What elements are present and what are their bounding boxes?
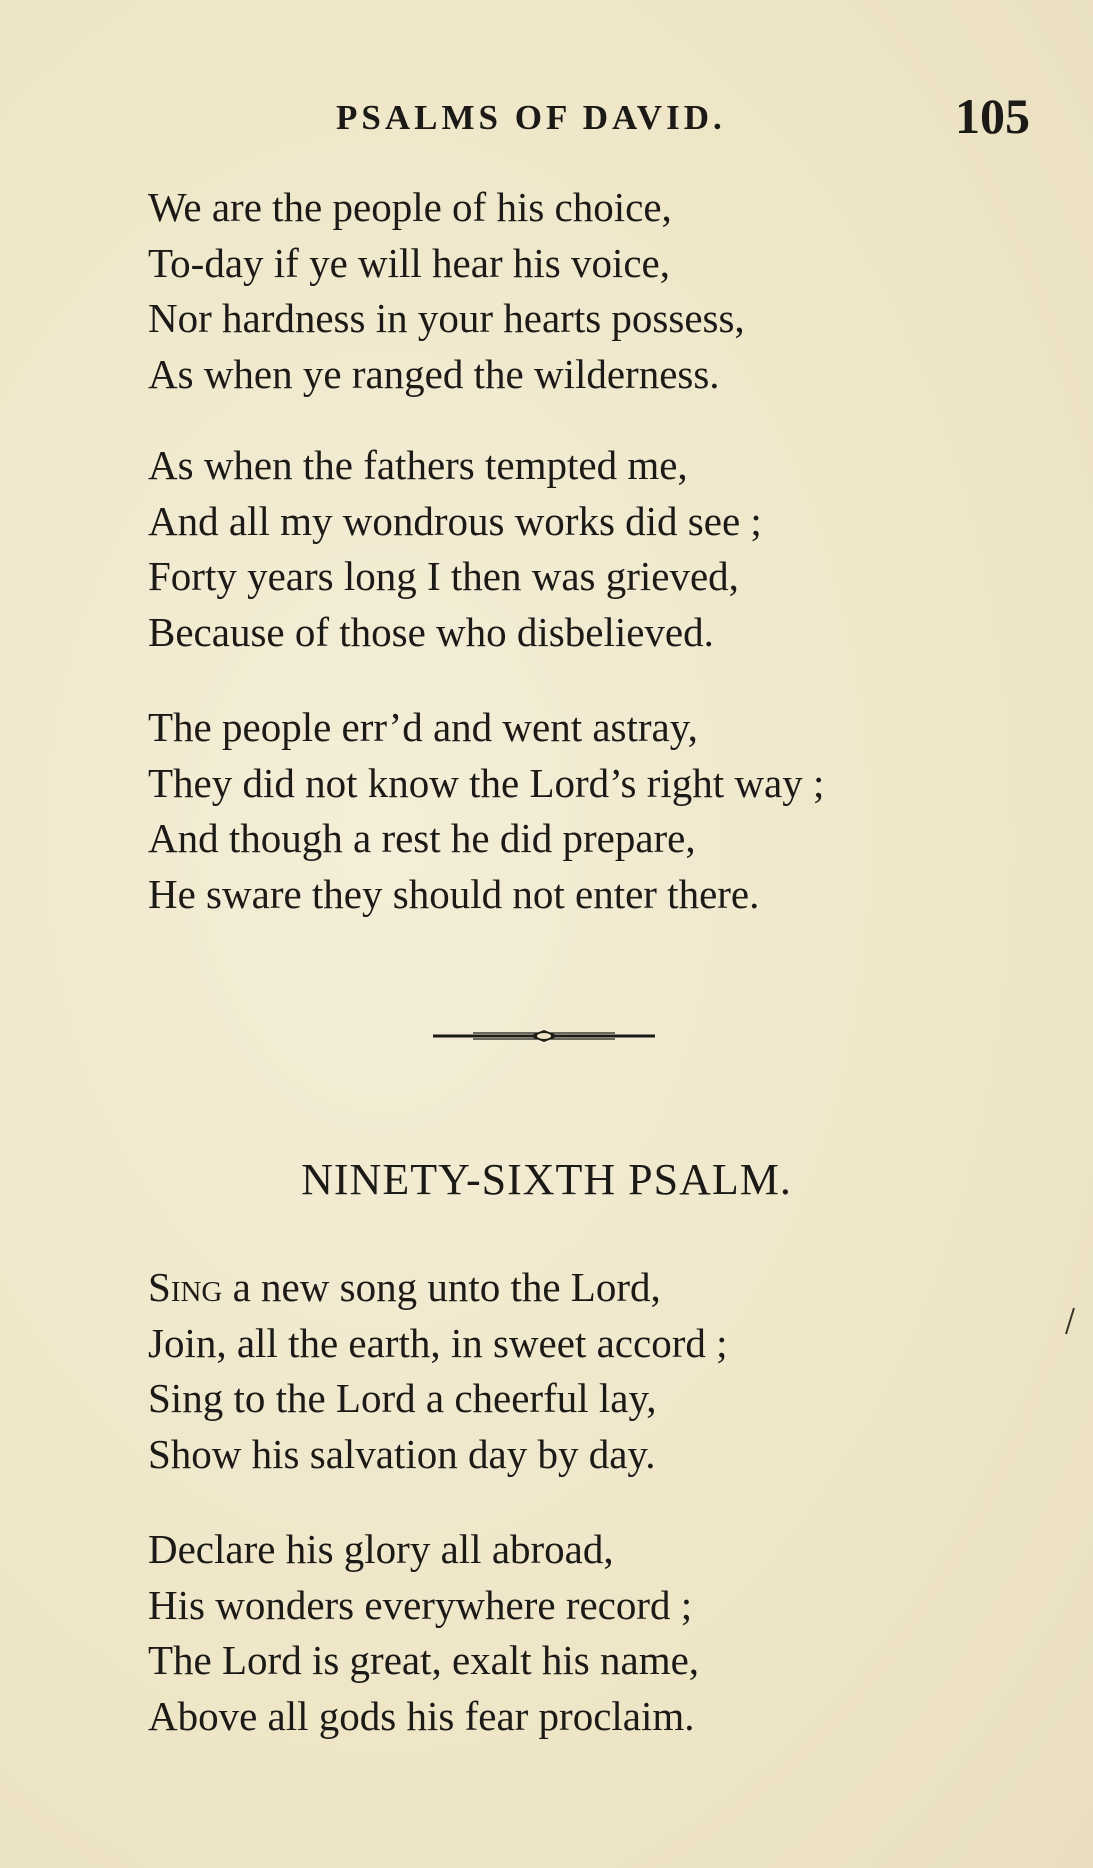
stanza-1 bbox=[148, 180, 745, 402]
verse-line: The Lord is great, exalt his name, bbox=[148, 1637, 700, 1683]
first-word-small-caps: ing bbox=[170, 1264, 223, 1310]
verse-line: As when the fathers tempted me, bbox=[148, 442, 688, 488]
verse-line: He sware they should not enter there. bbox=[148, 870, 760, 917]
psalm-stanza-1 bbox=[148, 1260, 728, 1482]
verse-line: His wonders everywhere record ; bbox=[148, 1581, 693, 1628]
verse-line: Declare his glory all abroad, bbox=[148, 1526, 614, 1572]
running-title: PSALMS OF DAVID. bbox=[336, 98, 726, 137]
verse-line: Show his salvation day by day. bbox=[148, 1430, 656, 1477]
verse-line: Sing to the Lord a cheerful lay, bbox=[148, 1375, 657, 1421]
first-line-rest: a new song unto the Lord, bbox=[222, 1264, 661, 1310]
verse-line: Because of those who disbelieved. bbox=[148, 608, 714, 655]
verse-line: As when ye ranged the wilderness. bbox=[148, 350, 720, 397]
verse-line: Above all gods his fear proclaim. bbox=[148, 1692, 695, 1739]
drop-capital: S bbox=[148, 1264, 171, 1310]
section-divider-ornament bbox=[433, 1027, 655, 1045]
verse-line: To-day if ye will hear his voice, bbox=[148, 239, 670, 286]
verse-line-first bbox=[148, 1260, 728, 1316]
pencil-mark-icon bbox=[1064, 1306, 1076, 1336]
stanza-2 bbox=[148, 438, 762, 660]
verse-line: The people err’d and went astray, bbox=[148, 704, 698, 750]
stanza-3 bbox=[148, 700, 824, 922]
verse-line: We are the people of his choice, bbox=[148, 184, 672, 230]
verse-line: And all my wondrous works did see ; bbox=[148, 497, 762, 544]
verse-line: They did not know the Lord’s right way ; bbox=[148, 759, 825, 806]
verse-line: Forty years long I then was grieved, bbox=[148, 553, 739, 599]
psalm-title: NINETY-SIXTH PSALM. bbox=[301, 1155, 792, 1204]
psalm-stanza-2 bbox=[148, 1522, 699, 1744]
verse-line: Nor hardness in your hearts possess, bbox=[148, 295, 745, 341]
verse-line: And though a rest he did prepare, bbox=[148, 815, 696, 861]
verse-line: Join, all the earth, in sweet accord ; bbox=[148, 1319, 728, 1366]
page-number: 105 bbox=[955, 88, 1030, 144]
